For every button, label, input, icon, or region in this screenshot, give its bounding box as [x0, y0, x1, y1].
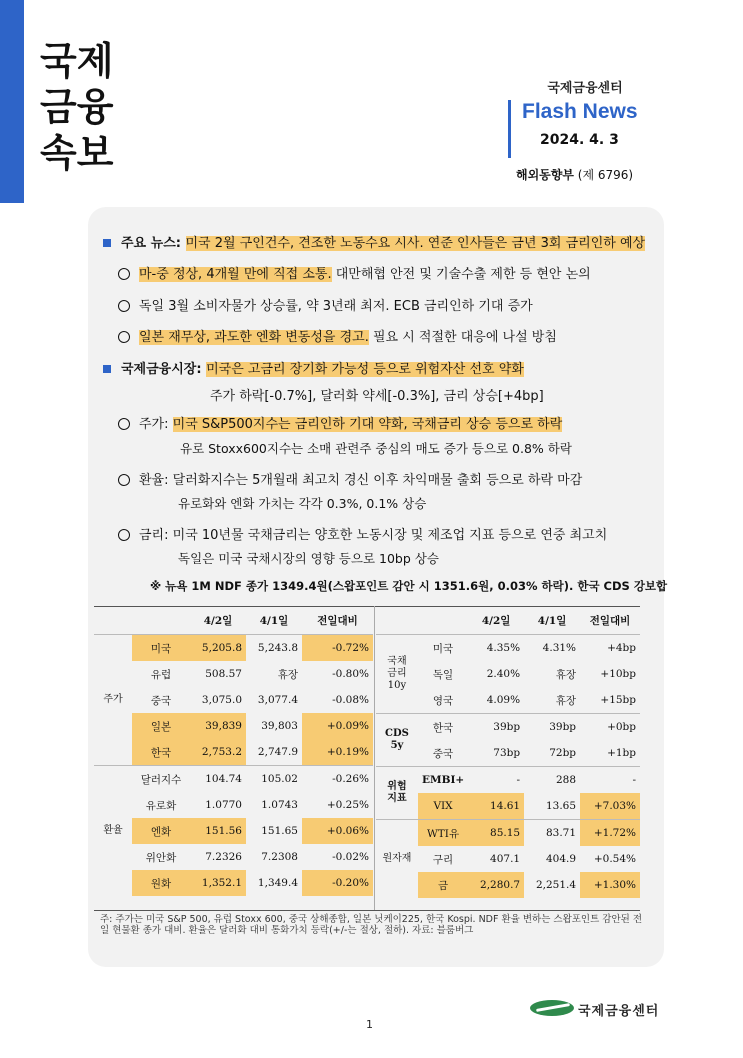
circle-bullet-icon: [118, 300, 130, 312]
left-accent-bar: [0, 0, 24, 203]
row-group-label: CDS 5y: [376, 714, 418, 767]
flash-divider: [508, 100, 511, 158]
header-cell: [132, 606, 190, 635]
square-bullet-icon: [103, 239, 111, 247]
value-current: 1,352.1: [190, 870, 246, 896]
value-current: 407.1: [490, 853, 521, 865]
square-bullet-icon: [103, 365, 111, 373]
circle-bullet-icon: [118, 474, 130, 486]
news-item-3: [118, 326, 557, 345]
value-change: +15bp: [600, 694, 636, 706]
value-change: +0bp: [580, 714, 640, 741]
value-previous: 404.9: [545, 853, 577, 865]
row-group-label: 원자재: [376, 820, 418, 899]
value-change: +1bp: [607, 747, 636, 759]
table-bottom-rule: [94, 910, 640, 911]
department: 해외동향부: [516, 168, 574, 182]
value-current: 39bp: [468, 714, 524, 741]
news-item-1-highlight: 마-중 정상, 4개월 만에 직접 소통.: [139, 267, 332, 282]
value-current: 3,075.0: [201, 694, 242, 706]
value-previous: 151.65: [261, 825, 298, 837]
rate-sub: 독일은 미국 국채시장의 영향 등으로 10bp 상승: [178, 551, 439, 566]
value-current: 151.56: [190, 818, 246, 844]
flash-news-title: Flash News: [522, 100, 638, 123]
value-current: 39,839: [190, 713, 246, 739]
ndf-note: ※ 뉴욕 1M NDF 종가 1349.4원(스왑포인트 감안 시 1351.6원, 0.03% 하락). 한국 CDS 강보합: [150, 579, 668, 593]
rate-line: [118, 524, 607, 543]
circle-bullet-icon: [118, 268, 130, 280]
value-change: -0.20%: [302, 870, 373, 896]
title-line-2: 금융: [40, 85, 114, 129]
market-summary: 주가 하락[-0.7%], 달러화 약세[-0.3%], 금리 상승[+4bp]: [210, 389, 544, 404]
value-current: 104.74: [190, 766, 246, 793]
fx-text: 달러화지수는 5개월래 최고치 경신 이후 차익매물 출회 등으로 하락 마감: [172, 473, 583, 488]
table-row: [94, 739, 373, 766]
table-row: [94, 687, 373, 713]
row-group-label: 환율: [94, 766, 132, 897]
row-name: 위안화: [145, 851, 177, 864]
row-name: 한국: [132, 739, 190, 766]
value-current: -: [468, 767, 524, 794]
logo-text: 국제금융센터: [578, 1004, 660, 1019]
logo-icon: [530, 1000, 574, 1016]
table-row: [94, 713, 373, 739]
news-label: 주요 뉴스:: [121, 236, 181, 251]
value-change: +0.19%: [302, 739, 373, 766]
table-rates-commodities: [376, 606, 640, 898]
fx-line: [118, 469, 582, 488]
value-current: 73bp: [493, 747, 521, 759]
circle-bullet-icon: [118, 529, 130, 541]
row-name: 금: [418, 872, 468, 898]
department-line: [516, 166, 633, 183]
center-name: 국제금융센터: [547, 81, 623, 96]
value-previous: 5,243.8: [246, 635, 302, 662]
news-item-3-highlight: 일본 재무상, 과도한 엔화 변동성을 경고.: [139, 330, 369, 345]
fx-label: 환율:: [139, 473, 169, 488]
row-name: 유로화: [145, 799, 177, 812]
row-name: 달러지수: [132, 766, 190, 793]
footnote: 주: 주가는 미국 S&P 500, 유럽 Stoxx 600, 중국 상해종합, 일본 닛케이225, 한국 Kospi. NDF 환율 변하는 스왑포인트 감안된 전일 현물환 종가 대비. 환율은 달러화 대비 통화가치 등락(+/-는 절상, 절하). 자료: 블룸버그: [100, 914, 643, 936]
value-change: -0.72%: [302, 635, 373, 662]
value-current: 14.61: [468, 793, 524, 820]
row-name: EMBI+: [418, 767, 468, 794]
table-row: [376, 635, 640, 662]
table-row: [376, 767, 640, 794]
table-row: [94, 870, 373, 896]
value-current: 1.0770: [205, 799, 242, 811]
value-change: +4bp: [580, 635, 640, 662]
row-name: 구리: [432, 853, 454, 866]
header-date-current: 4/2일: [481, 614, 511, 627]
value-change: +0.25%: [326, 799, 369, 811]
value-change: -0.26%: [302, 766, 373, 793]
value-previous: 3,077.4: [257, 694, 298, 706]
value-change: -0.80%: [332, 668, 369, 680]
row-name: 미국: [418, 635, 468, 662]
header-date-current: 4/2일: [203, 614, 233, 627]
value-current: 4.35%: [468, 635, 524, 662]
row-name: 일본: [132, 713, 190, 739]
value-change: +1.72%: [580, 820, 640, 847]
value-previous: 휴장: [277, 668, 298, 681]
title-line-3: 속보: [40, 131, 114, 175]
value-previous: 1,349.4: [257, 877, 298, 889]
table-header-row: [94, 606, 373, 635]
value-change: -: [580, 767, 640, 794]
table-row: [94, 766, 373, 793]
value-previous: 4.31%: [524, 635, 580, 662]
value-previous: 13.65: [545, 800, 577, 812]
table-row: [94, 844, 373, 870]
news-item-3-rest: 필요 시 적절한 대응에 나설 방침: [368, 330, 557, 345]
header-cell: [376, 606, 418, 635]
row-name: WTI유: [418, 820, 468, 847]
table-row: [94, 818, 373, 844]
table-row: [94, 635, 373, 662]
value-current: 7.2326: [205, 851, 242, 863]
report-date: 2024. 4. 3: [540, 132, 619, 148]
title-line-1: 국제: [40, 39, 114, 83]
value-change: +7.03%: [580, 793, 640, 820]
page-number: 1: [366, 1018, 373, 1031]
value-change: +0.06%: [302, 818, 373, 844]
market-label: 국제금융시장:: [121, 362, 202, 377]
value-current: 5,205.8: [190, 635, 246, 662]
circle-bullet-icon: [118, 331, 130, 343]
rate-label: 금리:: [139, 528, 169, 543]
header-cell: [94, 606, 132, 635]
value-previous: 2,747.9: [257, 746, 298, 758]
row-name: VIX: [418, 793, 468, 820]
news-headline-line: [103, 232, 645, 251]
value-change: +0.54%: [593, 853, 636, 865]
report-title: [40, 38, 150, 176]
news-headline: 미국 2월 구인건수, 견조한 노동수요 시사. 연준 인사들은 금년 3회 금리인하 예상: [185, 236, 646, 251]
row-group-label: 국채 금리 10y: [376, 635, 418, 714]
value-change: -0.02%: [332, 851, 369, 863]
header-date-previous: 4/1일: [537, 614, 567, 627]
value-current: 2,753.2: [190, 739, 246, 766]
news-item-2-text: 독일 3월 소비자물가 상승률, 약 3년래 최저. ECB 금리인하 기대 증가: [139, 299, 533, 314]
circle-bullet-icon: [118, 418, 130, 430]
row-name: 원화: [132, 870, 190, 896]
value-previous: 39bp: [524, 714, 580, 741]
stock-sub: 유로 Stoxx600지수는 소매 관련주 중심의 매도 증가 등으로 0.8% 하락: [180, 441, 572, 456]
value-previous: 288: [524, 767, 580, 794]
stock-label: 주가:: [139, 417, 169, 432]
table-row: [94, 792, 373, 818]
stock-line: [118, 413, 562, 432]
value-previous: 2,251.4: [535, 879, 577, 891]
value-previous: 휴장: [555, 668, 577, 681]
market-headline-line: [103, 358, 524, 377]
row-name: 영국: [432, 694, 454, 707]
value-current: 85.15: [468, 820, 524, 847]
value-change: +10bp: [600, 668, 636, 680]
market-headline: 미국은 고금리 장기화 가능성 등으로 위험자산 선호 약화: [206, 362, 524, 377]
value-current: 508.57: [205, 668, 242, 680]
rate-text: 미국 10년물 국채금리는 양호한 노동시장 및 제조업 지표 등으로 연중 최고치: [172, 528, 608, 543]
row-name: 미국: [132, 635, 190, 662]
row-group-label: 위험 지표: [376, 767, 418, 820]
row-name: 유럽: [150, 668, 172, 681]
value-previous: 72bp: [549, 747, 577, 759]
value-previous: 105.02: [246, 766, 302, 793]
news-item-2: [118, 295, 533, 314]
value-change: +1.30%: [580, 872, 640, 898]
row-name: 독일: [432, 668, 454, 681]
table-stock-fx: [94, 606, 373, 896]
row-name: 한국: [418, 714, 468, 741]
header-change: 전일대비: [317, 614, 358, 627]
header-change: 전일대비: [589, 614, 631, 627]
header-cell: [418, 606, 468, 635]
row-name: 중국: [432, 747, 454, 760]
value-change: +0.09%: [302, 713, 373, 739]
table-header-row: [376, 606, 640, 635]
table-divider: [374, 606, 375, 910]
value-previous: 7.2308: [261, 851, 298, 863]
value-current: 2.40%: [486, 668, 521, 680]
value-previous: 휴장: [555, 694, 577, 707]
table-row: [376, 820, 640, 847]
row-name: 중국: [150, 694, 172, 707]
news-item-1-rest: 대만해협 안전 및 기술수출 제한 등 현안 논의: [331, 267, 591, 282]
table-row: [376, 714, 640, 741]
news-item-1: [118, 263, 591, 282]
header-date-previous: 4/1일: [259, 614, 289, 627]
value-previous: 1.0743: [261, 799, 298, 811]
value-current: 4.09%: [486, 694, 521, 706]
table-row: [94, 661, 373, 687]
stock-highlight: 미국 S&P500지수는 금리인하 기대 약화, 국채금리 상승 등으로 하락: [172, 417, 563, 432]
value-previous: 83.71: [524, 820, 580, 847]
value-current: 2,280.7: [468, 872, 524, 898]
row-name: 엔화: [132, 818, 190, 844]
value-previous: 39,803: [261, 720, 298, 732]
fx-sub: 유로화와 엔화 가치는 각각 0.3%, 0.1% 상승: [178, 496, 427, 511]
value-change: -0.08%: [332, 694, 369, 706]
row-group-label: 주가: [94, 635, 132, 766]
issue-number: (제 6796): [577, 168, 634, 182]
